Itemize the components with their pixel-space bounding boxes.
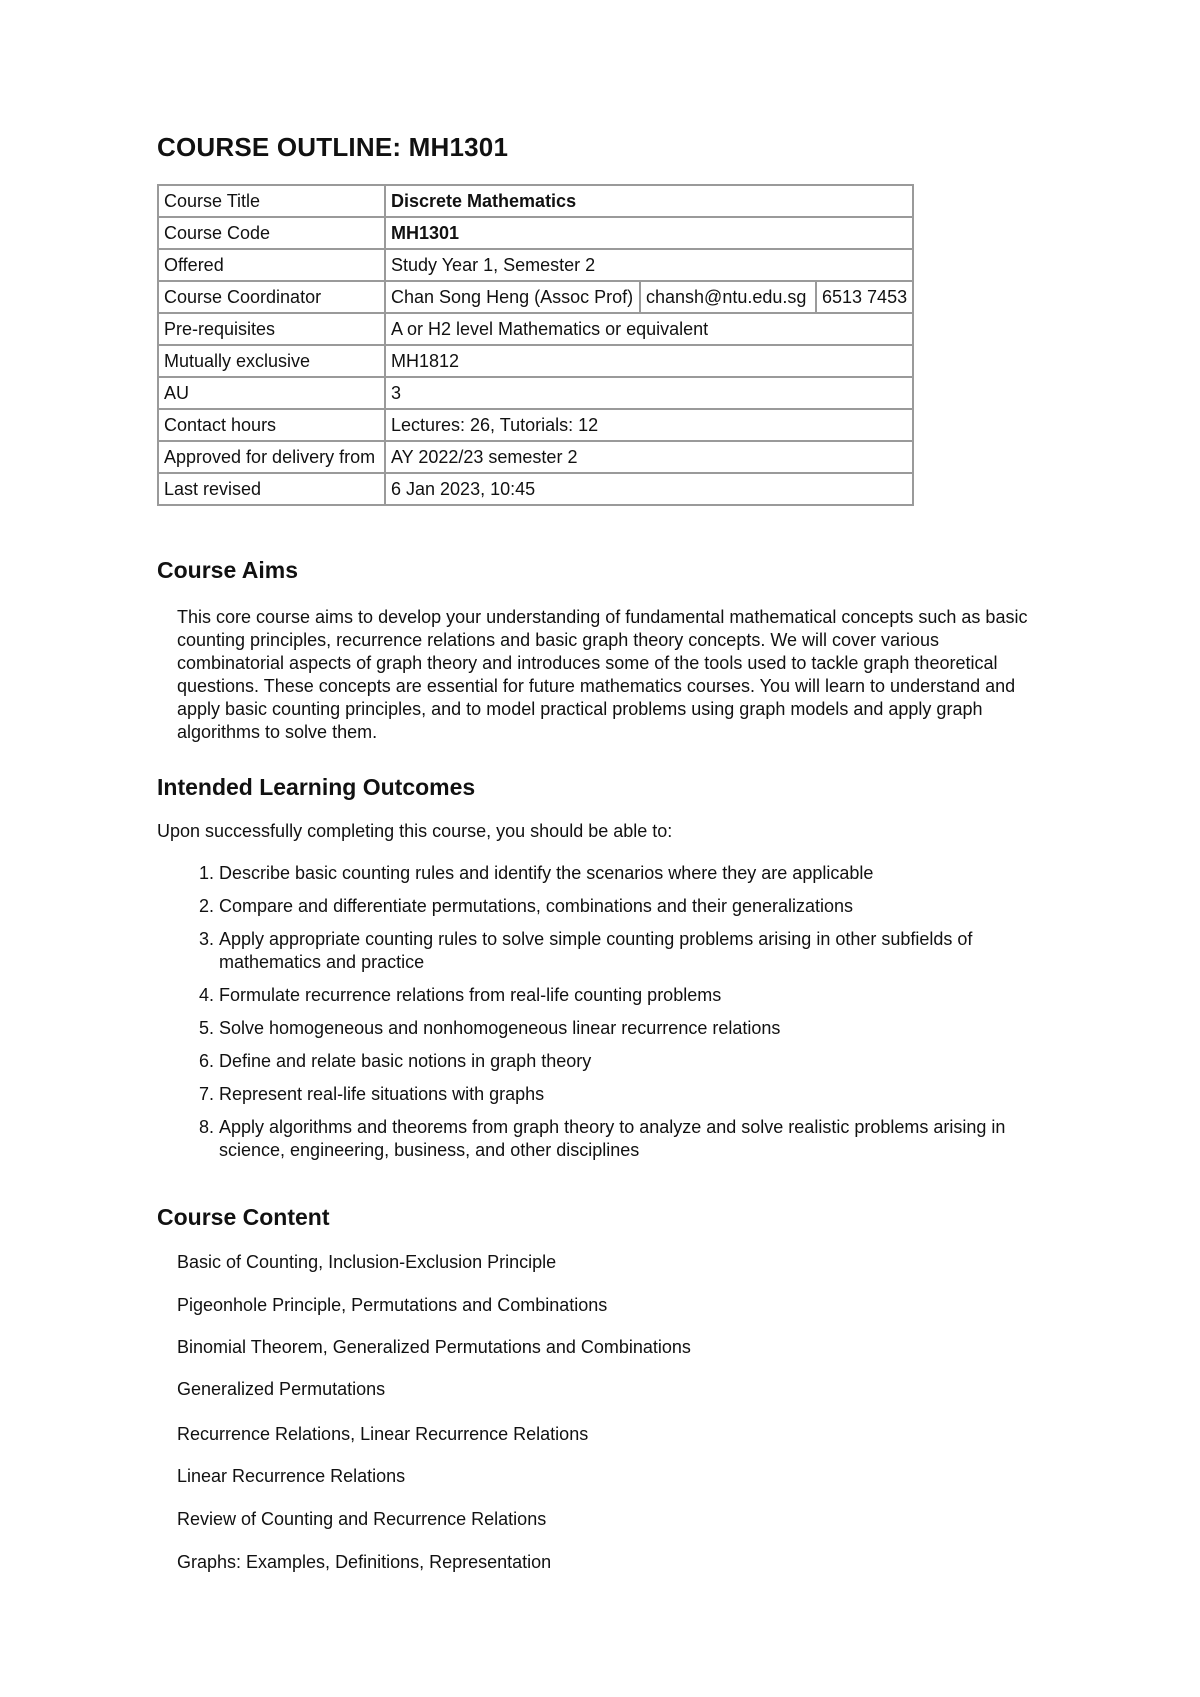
contact-hours-value: Lectures: 26, Tutorials: 12 bbox=[385, 409, 913, 441]
course-aims-heading: Course Aims bbox=[157, 557, 299, 583]
au-value: 3 bbox=[385, 377, 913, 409]
content-item: Binomial Theorem, Generalized Permutations and Combinations bbox=[177, 1337, 691, 1357]
coordinator-label: Course Coordinator bbox=[158, 281, 385, 313]
coordinator-email: chansh@ntu.edu.sg bbox=[640, 281, 816, 313]
prerequisites-label: Pre-requisites bbox=[158, 313, 385, 345]
course-code-value: MH1301 bbox=[385, 217, 913, 249]
last-revised-label: Last revised bbox=[158, 473, 385, 505]
table-row bbox=[158, 473, 913, 505]
approved-label: Approved for delivery from bbox=[158, 441, 385, 473]
table-row bbox=[158, 281, 913, 313]
content-item: Recurrence Relations, Linear Recurrence Relations bbox=[177, 1424, 589, 1444]
approved-value: AY 2022/23 semester 2 bbox=[385, 441, 913, 473]
content-item: Pigeonhole Principle, Permutations and Combinations bbox=[177, 1295, 608, 1315]
course-title-value: Discrete Mathematics bbox=[385, 185, 913, 217]
ilo-heading: Intended Learning Outcomes bbox=[157, 774, 476, 800]
table-row bbox=[158, 377, 913, 409]
last-revised-value: 6 Jan 2023, 10:45 bbox=[385, 473, 913, 505]
offered-label: Offered bbox=[158, 249, 385, 281]
mutually-exclusive-label: Mutually exclusive bbox=[158, 345, 385, 377]
table-row bbox=[158, 409, 913, 441]
list-item: 6. Define and relate basic notions in graph theory bbox=[219, 1050, 1049, 1073]
course-title-label: Course Title bbox=[158, 185, 385, 217]
table-row bbox=[158, 217, 913, 249]
content-item: Review of Counting and Recurrence Relations bbox=[177, 1509, 547, 1529]
list-item: 5. Solve homogeneous and nonhomogeneous linear recurrence relations bbox=[219, 1017, 1049, 1040]
table-row bbox=[158, 313, 913, 345]
course-code-label: Course Code bbox=[158, 217, 385, 249]
coordinator-name: Chan Song Heng (Assoc Prof) bbox=[385, 281, 640, 313]
list-item: 4. Formulate recurrence relations from real-life counting problems bbox=[219, 984, 1049, 1007]
course-content-heading: Course Content bbox=[157, 1204, 330, 1230]
content-item: Generalized Permutations bbox=[177, 1379, 386, 1399]
prerequisites-value: A or H2 level Mathematics or equivalent bbox=[385, 313, 913, 345]
ilo-list bbox=[157, 862, 1049, 1172]
list-item: 7. Represent real-life situations with graphs bbox=[219, 1083, 1049, 1106]
list-item: 2. Compare and differentiate permutations, combinations and their generalizations bbox=[219, 895, 1049, 918]
list-item: 1. Describe basic counting rules and identify the scenarios where they are applicable bbox=[219, 862, 1049, 885]
table-row bbox=[158, 441, 913, 473]
offered-value: Study Year 1, Semester 2 bbox=[385, 249, 913, 281]
au-label: AU bbox=[158, 377, 385, 409]
ilo-intro: Upon successfully completing this course, you should be able to: bbox=[157, 821, 673, 841]
course-info-table bbox=[157, 184, 914, 506]
table-row bbox=[158, 345, 913, 377]
mutually-exclusive-value: MH1812 bbox=[385, 345, 913, 377]
coordinator-phone: 6513 7453 bbox=[816, 281, 913, 313]
course-aims-text: This core course aims to develop your understanding of fundamental mathematical concepts such as basic counting principles, recurrence relations and basic graph theory concepts. We will cover various combinatorial aspects of graph theory and introduces some of the tools used to tackle graph theoretical questions. These concepts are essential for future mathematics courses. You will learn to understand and apply basic counting principles, and to model practical problems using graph models and apply graph algorithms to solve them. bbox=[177, 607, 1028, 742]
table-row bbox=[158, 185, 913, 217]
content-item: Linear Recurrence Relations bbox=[177, 1466, 406, 1486]
list-item: 8. Apply algorithms and theorems from graph theory to analyze and solve realistic problems arising in science, engineering, business, and other disciplines bbox=[219, 1116, 1049, 1162]
content-item: Graphs: Examples, Definitions, Representation bbox=[177, 1552, 552, 1572]
list-item: 3. Apply appropriate counting rules to solve simple counting problems arising in other subfields of mathematics and practice bbox=[219, 928, 1049, 974]
page-title: COURSE OUTLINE: MH1301 bbox=[157, 132, 509, 162]
content-item: Basic of Counting, Inclusion-Exclusion Principle bbox=[177, 1252, 557, 1272]
table-row bbox=[158, 249, 913, 281]
contact-hours-label: Contact hours bbox=[158, 409, 385, 441]
